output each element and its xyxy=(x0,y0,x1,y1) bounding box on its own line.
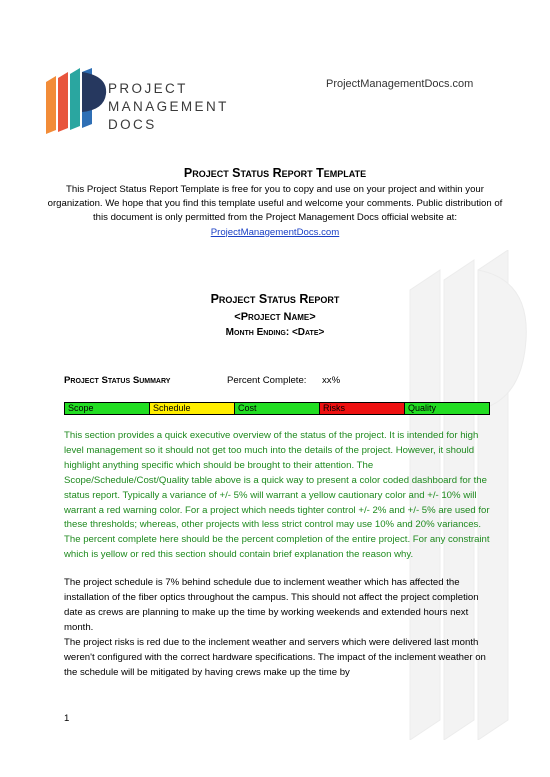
dashboard-quality: Quality xyxy=(405,403,489,414)
summary-heading: Project Status Summary xyxy=(64,375,171,386)
logo-wordmark xyxy=(108,80,229,134)
month-ending: Month Ending: <Date> xyxy=(225,327,325,338)
logo-line-1: PROJECT xyxy=(108,81,188,96)
status-dashboard xyxy=(64,402,490,415)
risks-paragraph: The project risks is red due to the inclement weather and servers which were delivered last month weren't configured with the correct hardware specifications. The impact of the inclement weather on the schedule will be mitigated by having crews make up the time by xyxy=(64,637,486,678)
dashboard-scope: Scope xyxy=(65,403,150,414)
template-title: Project Status Report Template xyxy=(183,166,367,180)
schedule-paragraph: The project schedule is 7% behind schedule due to inclement weather which has affected the installation of the fiber optics throughout the campus. This should not affect the project completion date as crews are planning to make up the time by working weekends and extended hours next month. xyxy=(64,577,479,633)
instructions-paragraph: This section provides a quick executive overview of the status of the project. It is intended for high level management so it should not get too much into the details of the project. However, it should highlight anything specific which should be brought to their attention. The Scope/Schedule/Cost/Quality table above is a quick way to present a color coded dashboard for the status report. Typically a variance of +/- 5% will warrant a yellow cautionary color and +/- 10% will warrant a red warning color. For a project which needs tighter control +/- 2% and +/- 5% are used for these thresholds; whereas, other projects with less strict control may use 10% and 20% variances. The percent complete here should be the percent completion of the entire project. For any constraint which is yellow or red this section should contain brief explanation the reason why. xyxy=(64,430,490,561)
percent-complete-label: Percent Complete: xyxy=(227,375,307,386)
header-site-url: ProjectManagementDocs.com xyxy=(326,78,474,90)
dashboard-schedule: Schedule xyxy=(150,403,235,414)
dashboard-risks: Risks xyxy=(320,403,405,414)
logo-line-2: MANAGEMENT xyxy=(108,99,229,114)
logo-line-3: DOCS xyxy=(108,117,157,132)
website-link[interactable]: ProjectManagementDocs.com xyxy=(210,226,340,238)
template-intro-text: This Project Status Report Template is free for you to copy and use on your project and within your organization. We hope that you find this template useful and welcome your comments. Public distribution of this document is only permitted from the Project Management Docs official website at: xyxy=(47,184,503,224)
project-name: <Project Name> xyxy=(234,311,316,323)
page-number: 1 xyxy=(64,713,70,724)
template-intro xyxy=(40,183,510,240)
dashboard-cost: Cost xyxy=(235,403,320,414)
percent-complete-value: xx% xyxy=(322,375,341,386)
report-title: Project Status Report xyxy=(210,292,340,306)
